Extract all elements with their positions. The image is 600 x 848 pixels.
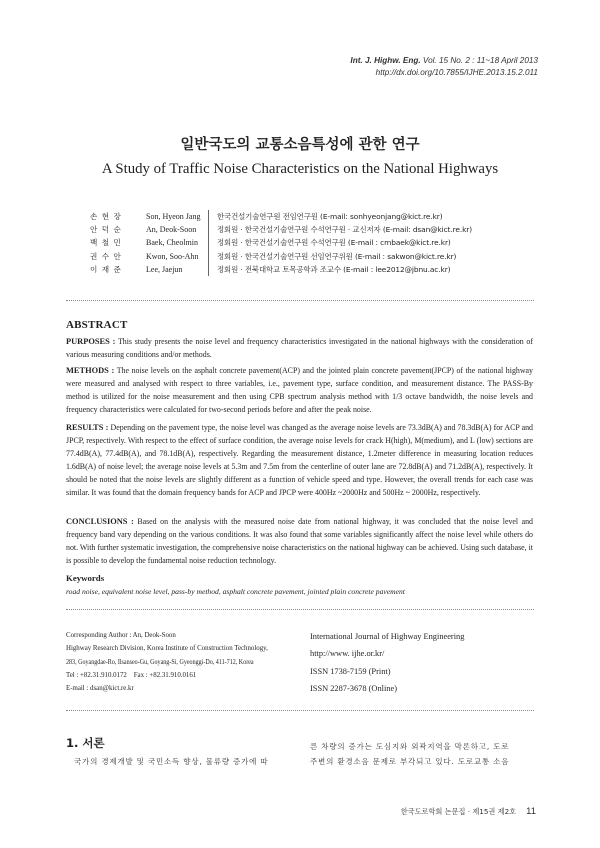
section-heading: 1. 서론 — [66, 736, 105, 750]
corresponding-address: 283, Goyangdae-Ro, Ilsanseo-Gu, Goyang-Si, Gyeonggi-Do, 411-712, Korea — [66, 656, 254, 666]
author-row — [90, 236, 472, 249]
keywords-text: road noise, equivalent noise level, pass-by method, asphalt concrete pavement, jointed plain concrete pavement — [66, 587, 405, 596]
conclusions-label: CONCLUSIONS : — [66, 517, 134, 526]
author-divider — [208, 250, 209, 263]
abstract-heading: ABSTRACT — [66, 319, 128, 331]
journal-url[interactable]: http://www. ijhe.or.kr/ — [310, 649, 385, 659]
author-affiliation: 한국건설기술연구원 전임연구원 (E-mail: sonhyeonjang@kict.re.kr) — [217, 212, 443, 221]
citation: Vol. 15 No. 2 : 11~18 April 2013 — [422, 56, 538, 65]
results-label: RESULTS : — [66, 423, 109, 432]
author-name-ko: 손 현 장 — [90, 212, 122, 221]
keywords-heading: Keywords — [66, 573, 105, 583]
author-name-en: An, Deok-Soon — [146, 225, 197, 235]
issn-online: ISSN 2287-3678 (Online) — [310, 683, 398, 693]
abstract-results — [66, 422, 533, 499]
author-affiliation: 정회원 · 한국건설기술연구원 수석연구원 · 교신저자 (E-mail: dsan@kict.re.kr) — [217, 225, 472, 235]
author-name-ko: 이 재 준 — [90, 264, 122, 274]
methods-label: METHODS : — [66, 366, 115, 375]
divider — [66, 300, 534, 301]
body-text-right-2: 주변의 환경소음 문제로 부각되고 있다. 도로교통 소음 — [310, 757, 510, 766]
author-name-en: Kwon, Soo-Ahn — [146, 251, 199, 261]
journal-citation-block — [350, 55, 538, 79]
author-name-en: Son, Hyeon Jang — [146, 212, 201, 221]
corresponding-email: E-mail : dsan@kict.re.kr — [66, 683, 134, 693]
page-number: 11 — [526, 806, 536, 817]
author-divider — [208, 236, 209, 249]
corresponding-phone: Tel : +82.31.910.0172 Fax : +82.31.910.0161 — [66, 669, 197, 679]
doi-link[interactable]: http://dx.doi.org/10.7855/IJHE.2013.15.2.011 — [375, 68, 538, 77]
methods-text: The noise levels on the asphalt concrete pavement(ACP) and the jointed plain concrete pavement(JPCP) of the national highway were measured and analysed with respect to three variables, i.e., pavement type, surface condition, and measurement distance. The PASS-By method is utilized for the noise measurement and then using CPB spectrum analysis method with 1/3 octave bandwidth, the noise levels and frequency characteristics were calculated for two-second periods before and after the peak noise. — [66, 366, 533, 414]
issn-print: ISSN 1738-7159 (Print) — [310, 666, 391, 676]
author-name-ko: 권 수 안 — [90, 251, 122, 261]
body-text-left: 국가의 경제개발 및 국민소득 향상, 물류량 증가에 따 — [74, 757, 269, 766]
journal-full-name: International Journal of Highway Engineering — [310, 632, 465, 641]
author-row — [90, 223, 472, 236]
corresponding-author: Corresponding Author : An, Deok-Soon — [66, 630, 176, 639]
author-affiliation: 정회원 · 한국건설기술연구원 선임연구위원 (E-mail : sakwon@kict.re.kr) — [217, 251, 457, 261]
abstract-conclusions — [66, 516, 533, 568]
body-text-right-1: 른 차량의 증가는 도심지와 외곽지역을 막론하고, 도로 — [310, 742, 510, 751]
purposes-text: This study presents the noise level and frequency characteristics investigated in the national highways with the consideration of various measuring conditions and/or methods. — [66, 337, 533, 359]
abstract-methods — [66, 365, 533, 417]
author-affiliation: 정회원 · 전북대학교 토목공학과 조교수 (E-mail : lee2012@jbnu.ac.kr) — [217, 264, 451, 274]
author-divider — [208, 223, 209, 236]
footer-journal: 한국도로학회 논문집 · 제15권 제2호 — [400, 807, 517, 816]
author-name-ko: 안 덕 순 — [90, 225, 122, 235]
author-row — [90, 263, 472, 276]
author-name-en: Baek, Cheolmin — [146, 238, 198, 248]
title-korean: 일반국도의 교통소음특성에 관한 연구 — [180, 137, 420, 153]
author-name-en: Lee, Jaejun — [146, 264, 183, 274]
author-row — [90, 250, 472, 263]
journal-info-block — [310, 628, 464, 697]
corresponding-affiliation: Highway Research Division, Korea Institute of Construction Technology, — [66, 643, 268, 653]
author-name-ko: 백 철 민 — [90, 238, 122, 248]
results-text: Depending on the pavement type, the noise level was changed as the average noise levels are 73.3dB(A) and 78.3dB(A) for ACP and JPCP, respectively. With respect to the effect of surface condition, the average noise levels for crack H(high), M(medium), and L (low) sections are 77.4dB(A), 77.4dB(A), and 78.1dB(A), respectively. Regarding the measurement distance, 1.2meter difference in measuring location reduces 1.6dB(A) of noise level; the average noise levels at 5.3m and 7.5m from the centerline of outer lane are 72.8dB(A) and 71.2dB(A), respectively. It should be noted that the noise levels are slightly different as a function of vehicle speed and type. However, the overall trends for each case was similar. It was found that the domain frequency bands for ACP and JPCP were 400Hz ~2000Hz and 500Hz ~ 2000Hz, respectively. — [66, 423, 533, 497]
corresponding-author-block — [66, 628, 296, 694]
author-divider — [208, 263, 209, 276]
divider — [66, 710, 534, 711]
title-english: A Study of Traffic Noise Characteristics on the National Highways — [101, 161, 499, 177]
purposes-label: PURPOSES : — [66, 337, 116, 346]
abstract-purposes — [66, 336, 533, 362]
page-footer — [401, 806, 536, 817]
author-affiliation: 정회원 · 한국건설기술연구원 수석연구원 (E-mail : cmbaek@kict.re.kr) — [217, 238, 451, 248]
journal-name: Int. J. Highw. Eng. — [350, 56, 421, 65]
divider — [66, 609, 534, 610]
author-list — [90, 210, 472, 276]
author-row — [90, 210, 472, 223]
author-divider — [208, 210, 209, 223]
conclusions-text: Based on the analysis with the measured noise date from national highway, it was concluded that the noise level and frequency band vary depending on the various conditions. It was also found that some variables significantly affect the noise level while others do not. With further systematic investigation, the comprehensive noise characteristics on the national highway can be achieved. Using such database, it is possible to develop the fundamental noise reduction technology. — [66, 517, 533, 565]
